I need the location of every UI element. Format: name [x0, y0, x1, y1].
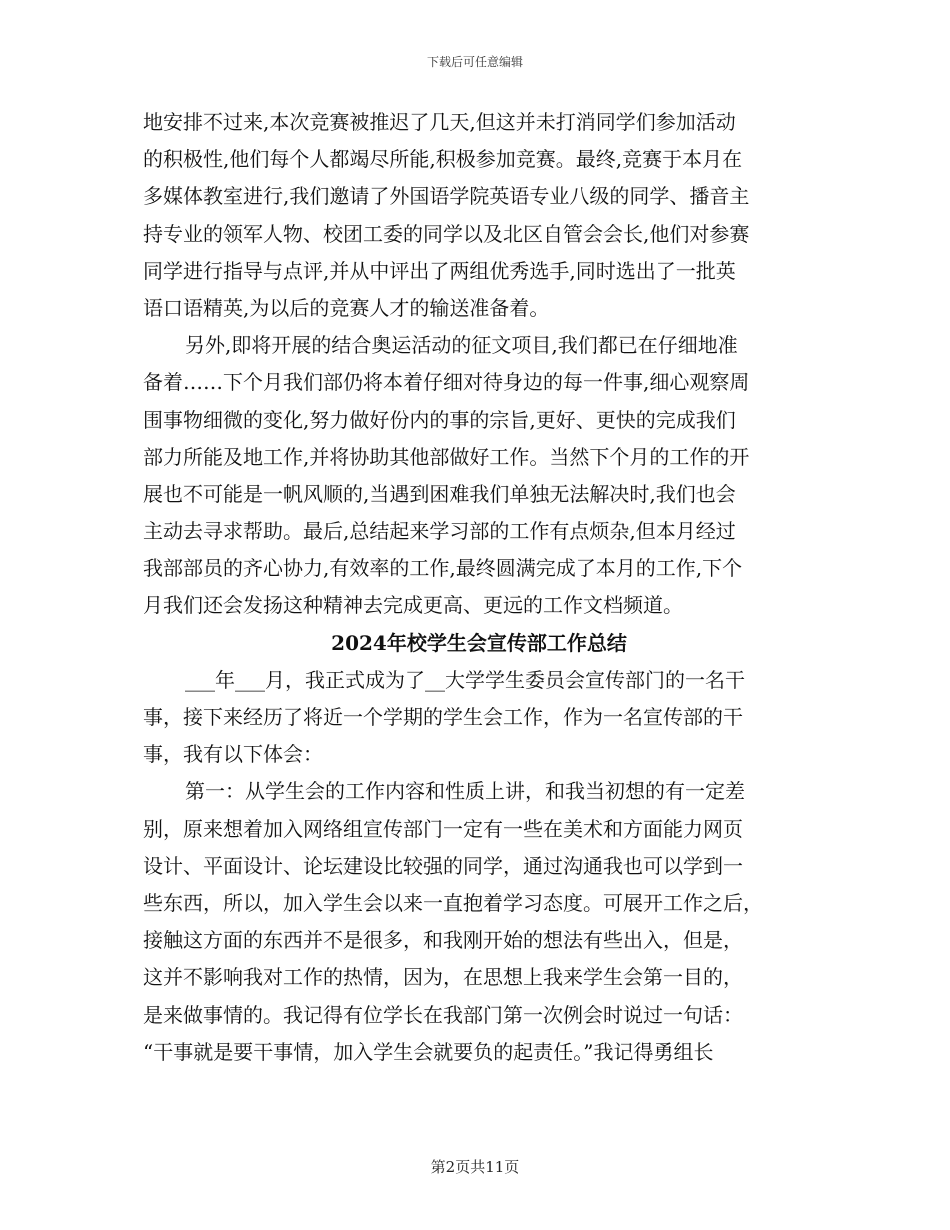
body-line: 事，接下来经历了将近一个学期的学生会工作，作为一名宣传部的干: [143, 705, 743, 729]
body-line: 围事物细微的变化,努力做好份内的事的宗旨,更好、更快的完成我们: [143, 407, 736, 432]
section-title: 2024年校学生会宣传部工作总结: [331, 630, 627, 655]
body-line: 主动去寻求帮助。最后,总结起来学习部的工作有点烦杂,但本月经过: [143, 519, 736, 544]
body-line: 备着……下个月我们部仍将本着仔细对待身边的每一件事,细心观察周: [143, 370, 750, 395]
body-line: 是来做事情的。我记得有位学长在我部门第一次例会时说过一句话：: [143, 1002, 743, 1027]
body-line: “干事就是要干事情，加入学生会就要负的起责任。”我记得勇组长: [143, 1039, 714, 1064]
page-header: 下载后可任意编辑: [426, 55, 523, 69]
paragraph-start-line: 第一：从学生会的工作内容和性质上讲，和我当初想的有一定差: [185, 779, 745, 804]
body-line: 月我们还会发扬这种精神去完成更高、更远的工作文档频道。: [143, 593, 683, 618]
body-line: 别，原来想着加入网络组宣传部门一定有一些在美术和方面能力网页: [143, 816, 743, 841]
body-line: 设计、平面设计、论坛建设比较强的同学，通过沟通我也可以学到一: [143, 853, 743, 878]
document-body: [143, 104, 805, 1071]
body-line: 持专业的领军人物、校团工委的同学以及北区自管会会长,他们对参赛: [143, 221, 750, 246]
body-line: 我部部员的齐心协力,有效率的工作,最终圆满完成了本月的工作,下个: [143, 556, 743, 581]
body-line: 语口语精英,为以后的竞赛人才的输送准备着。: [143, 295, 550, 320]
body-line: 这并不影响我对工作的热情，因为，在思想上我来学生会第一目的，: [143, 965, 743, 990]
body-line: 同学进行指导与点评,并从中评出了两组优秀选手,同时选出了一批英: [143, 258, 736, 283]
body-line: 的积极性,他们每个人都竭尽所能,积极参加竞赛。最终,竞赛于本月在: [143, 147, 743, 172]
body-line: 些东西，所以，加入学生会以来一直抱着学习态度。可展开工作之后，: [143, 890, 763, 915]
body-line: 多媒体教室进行,我们邀请了外国语学院英语专业八级的同学、播音主: [143, 184, 750, 209]
body-line: 部力所能及地工作,并将协助其他部做好工作。当然下个月的工作的开: [143, 444, 750, 469]
body-line: 事，我有以下体会：: [143, 742, 323, 767]
body-line: 地安排不过来,本次竞赛被推迟了几天,但这并未打消同学们参加活动: [143, 110, 736, 134]
body-line: 展也不可能是一帆风顺的,当遇到困难我们单独无法解决时,我们也会: [143, 481, 736, 506]
paragraph-start-line: ___年___月，我正式成为了__大学学生委员会宣传部门的一名干: [185, 667, 745, 692]
body-line: 接触这方面的东西并不是很多，和我刚开始的想法有些出入，但是，: [143, 928, 743, 953]
page-footer: 第2页共11页: [430, 1158, 520, 1176]
paragraph-start-line: 另外,即将开展的结合奥运活动的征文项目,我们都已在仔细地准: [185, 333, 738, 358]
